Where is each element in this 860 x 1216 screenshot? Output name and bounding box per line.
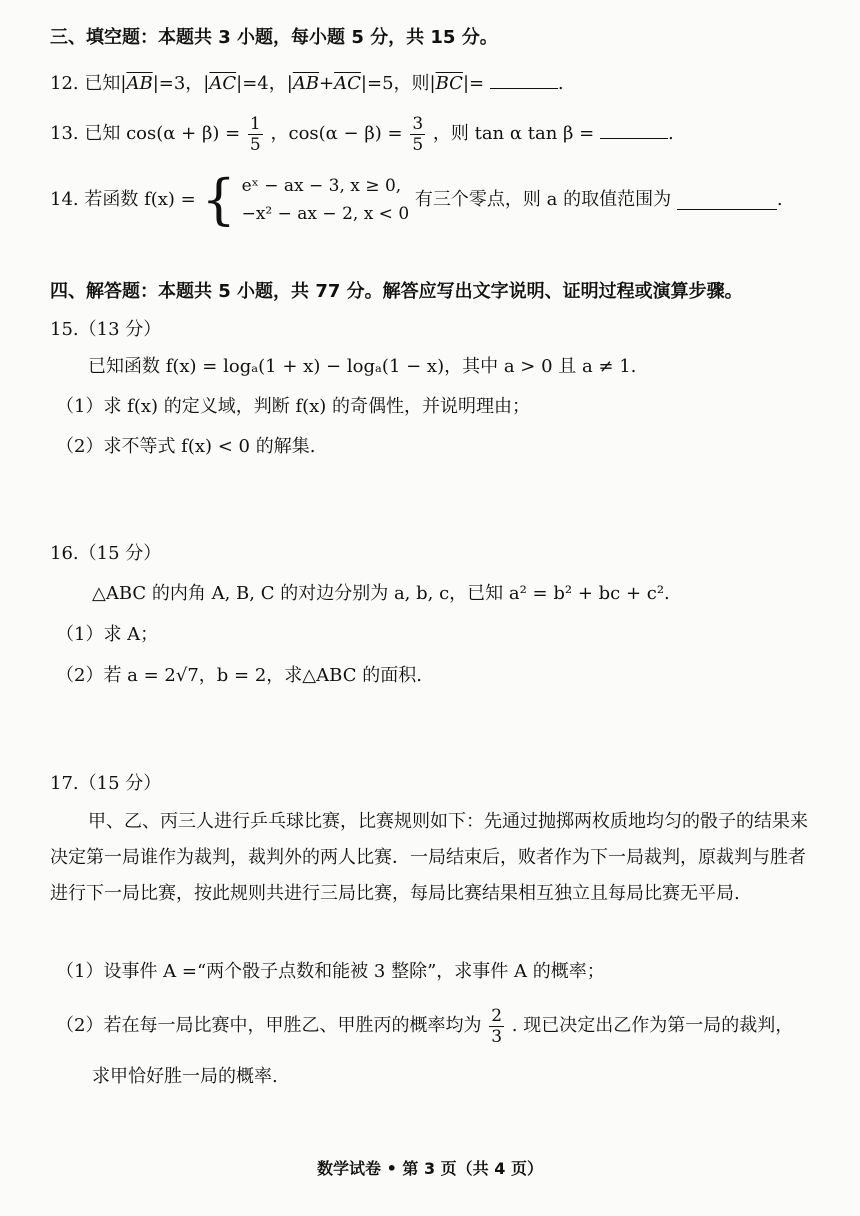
question-14 — [50, 168, 783, 231]
fraction-two-thirds — [489, 1006, 504, 1047]
numerator: 2 — [491, 1005, 503, 1026]
answer-blank — [677, 191, 777, 210]
question-16-title: 16.（15 分） — [50, 543, 162, 564]
q14-text-post: 有三个零点，则 a 的取值范围为 — [414, 189, 672, 210]
vector-bc: $\overline{BC}$ — [435, 73, 463, 94]
question-12 — [50, 70, 564, 96]
q12-text-mid3: |=5，则| — [360, 73, 436, 94]
q13-text-post: ，则 tan α tan β = — [432, 123, 595, 144]
question-17-title: 17.（15 分） — [50, 773, 162, 794]
q12-text-mid2: |=4，| — [236, 73, 293, 94]
case-1: eˣ − ax − 3, x ≥ 0, — [241, 176, 402, 196]
left-brace: { — [201, 168, 236, 231]
vector-ab-2: $\overline{AB}$ — [292, 73, 320, 94]
fraction-three-fifths — [410, 114, 425, 155]
plus-sign: + — [319, 73, 335, 94]
answer-blank — [600, 120, 668, 139]
question-number: 13. — [50, 123, 79, 144]
question-17-part-1: （1）设事件 A =“两个骰子点数和能被 3 整除”，求事件 A 的概率； — [56, 961, 605, 982]
period: . — [776, 189, 783, 210]
q13-text-pre: 已知 cos(α + β) = — [84, 123, 241, 144]
vector-ac-2: $\overline{AC}$ — [334, 73, 361, 94]
fraction-one-fifth — [248, 114, 263, 155]
numerator: 3 — [412, 113, 424, 134]
question-16-part-1: （1）求 A； — [56, 624, 159, 645]
vector-ab: $\overline{AB}$ — [126, 73, 153, 94]
q17-part2-post: . 现已决定出乙作为第一局的裁判， — [511, 1015, 794, 1036]
question-16-part-2: （2）若 a = 2√7，b = 2，求△ABC 的面积. — [56, 665, 422, 686]
q14-text-pre: 若函数 f(x) = — [84, 189, 196, 210]
section-3-heading: 三、填空题：本题共 3 小题，每小题 5 分，共 15 分。 — [50, 27, 498, 48]
piecewise-cases — [242, 172, 410, 228]
question-15-title: 15.（13 分） — [50, 319, 162, 340]
question-16-stem: △ABC 的内角 A, B, C 的对边分别为 a, b, c，已知 a² = b² + bc + c². — [92, 583, 670, 604]
question-17-stem: 甲、乙、丙三人进行乒乓球比赛，比赛规则如下：先通过抛掷两枚质地均匀的骰子的结果来决定第一局谁作为裁判，裁判外的两人比赛．一局结束后，败者作为下一局裁判，原裁判与胜者进行下一局比赛，按此规则共进行三局比赛，每局比赛结果相互独立且每局比赛无平局. — [50, 811, 808, 904]
question-13 — [50, 110, 674, 158]
question-17-part-2 — [56, 1002, 793, 1050]
question-number: 14. — [50, 189, 79, 210]
question-number: 12. — [50, 73, 79, 94]
answer-blank — [490, 70, 558, 89]
denominator: 3 — [491, 1026, 503, 1047]
case-2: −x² − ax − 2, x < 0 — [241, 204, 410, 224]
section-4-heading: 四、解答题：本题共 5 小题，共 77 分。解答应写出文字说明、证明过程或演算步骤。 — [50, 281, 743, 302]
vector-ac: $\overline{AC}$ — [209, 73, 237, 94]
q17-part2-pre: （2）若在每一局比赛中，甲胜乙、甲胜丙的概率均为 — [56, 1015, 482, 1036]
question-15-stem: 已知函数 f(x) = logₐ(1 + x) − logₐ(1 − x)，其中 a > 0 且 a ≠ 1. — [88, 356, 637, 377]
period: . — [557, 73, 564, 94]
q12-text-pre: 已知| — [84, 73, 127, 94]
q12-text-mid1: |=3，| — [152, 73, 210, 94]
numerator: 1 — [249, 113, 261, 134]
page-footer: 数学试卷 • 第 3 页（共 4 页） — [317, 1159, 543, 1178]
question-15-part-2: （2）求不等式 f(x) < 0 的解集. — [56, 436, 316, 457]
q13-text-mid: ，cos(α − β) = — [270, 123, 403, 144]
question-17-part-2-continued: 求甲恰好胜一局的概率. — [92, 1066, 278, 1087]
denominator: 5 — [412, 134, 424, 155]
q12-text-end: |= — [462, 73, 485, 94]
question-15-part-1: （1）求 f(x) 的定义域，判断 f(x) 的奇偶性，并说明理由； — [56, 396, 531, 417]
denominator: 5 — [249, 134, 261, 155]
period: . — [667, 123, 674, 144]
